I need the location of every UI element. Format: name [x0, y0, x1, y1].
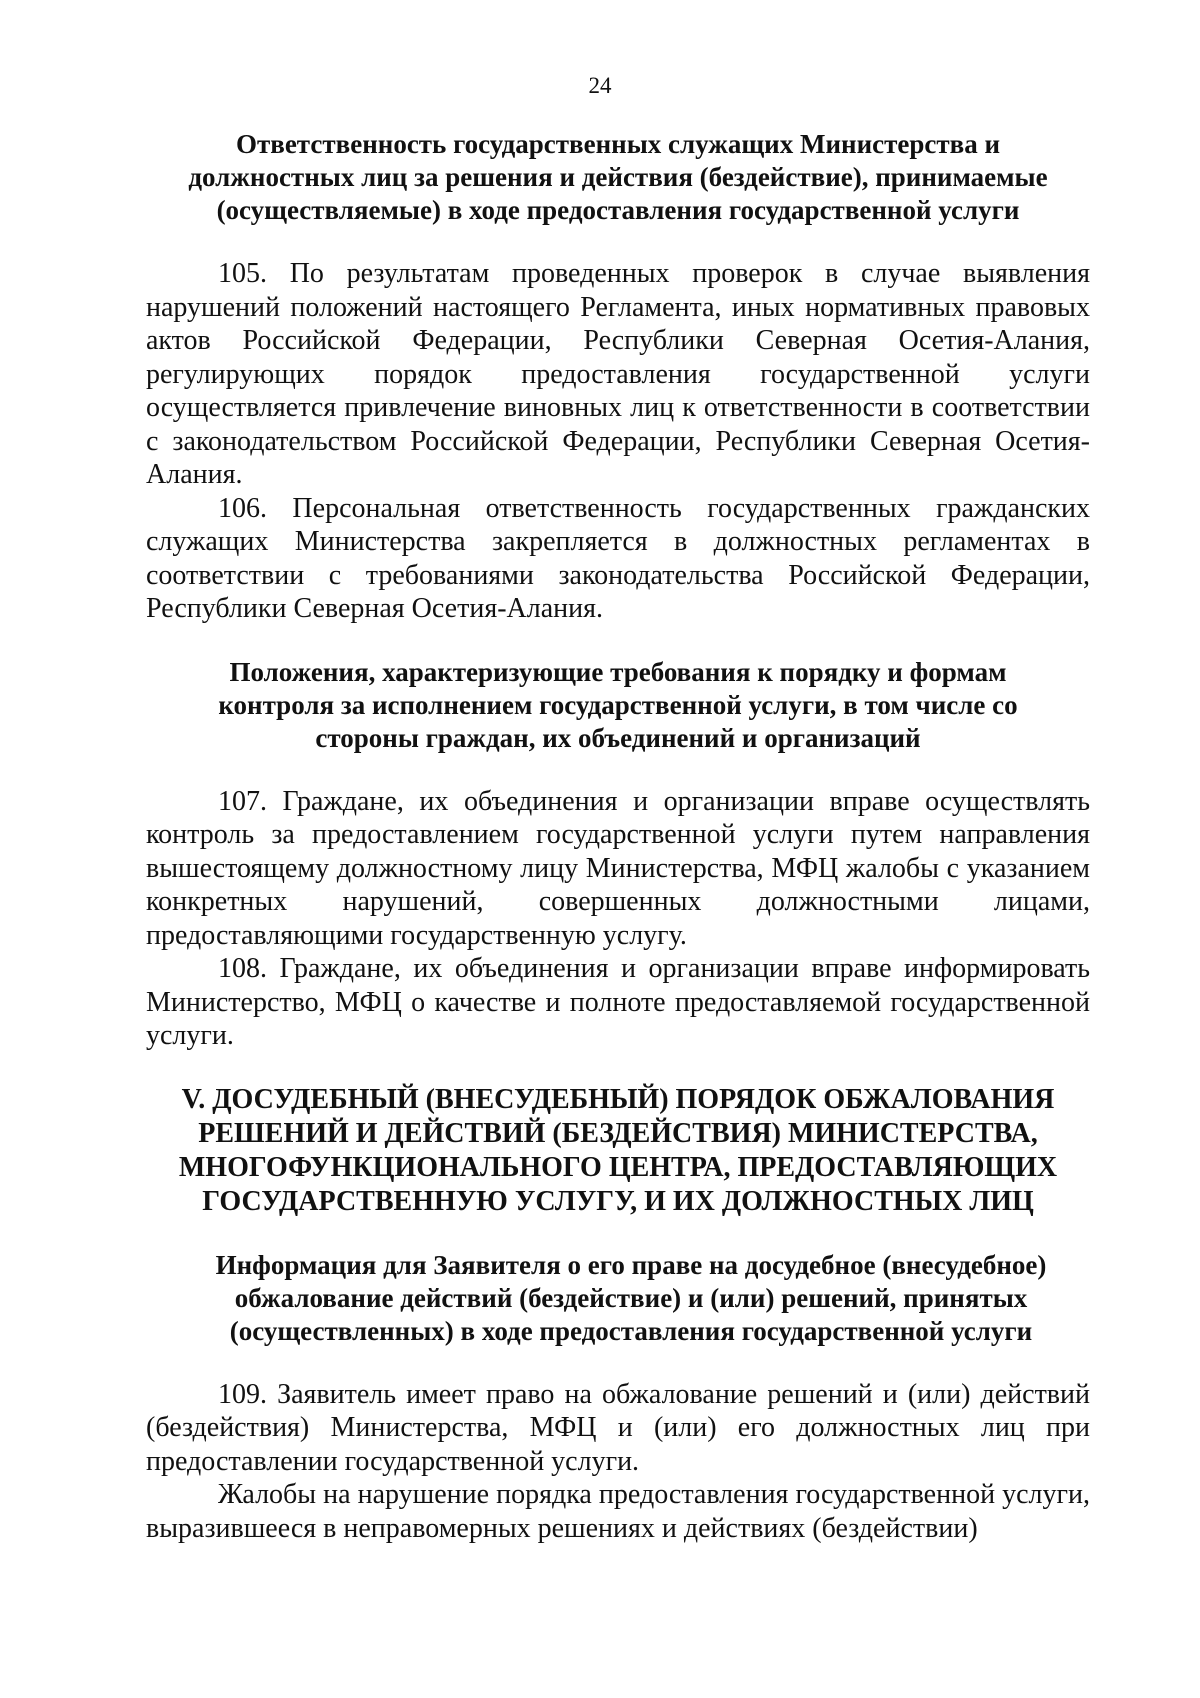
paragraph-106: 106. Персональная ответственность государственных гражданских служащих Министерства закрепляется в должностных регламентах в соответствии с требованиями законодательства Российской Федерации, Республики Северная Осетия-Алания. — [146, 492, 1090, 624]
section-heading-appeal-info: Информация для Заявителя о его праве на досудебное (внесудебное) обжалование действий (бездействие) и (или) решений, принятых (осуществленных) в ходе предоставления государственной услуги — [215, 1249, 1047, 1346]
page-number: 24 — [588, 73, 612, 98]
section-heading-responsibility: Ответственность государственных служащих Министерства и должностных лиц за решения и действия (бездействие), принимаемые (осуществляемые) в ходе предоставления государственной услуги — [188, 129, 1048, 225]
paragraph-108: 108. Граждане, их объединения и организации вправе информировать Министерство, МФЦ о качестве и полноте предоставляемой государственной услуги. — [146, 953, 1090, 1051]
chapter-heading-v: V. ДОСУДЕБНЫЙ (ВНЕСУДЕБНЫЙ) ПОРЯДОК ОБЖАЛОВАНИЯ РЕШЕНИЙ И ДЕЙСТВИЙ (БЕЗДЕЙСТВИЯ) МИНИСТЕРСТВА, МНОГОФУНКЦИОНАЛЬНОГО ЦЕНТРА, ПРЕДОСТАВЛЯЮЩИХ ГОСУДАРСТВЕННУЮ УСЛУГУ, И ИХ ДОЛЖНОСТНЫХ ЛИЦ — [178, 1083, 1058, 1217]
paragraph-109: 109. Заявитель имеет право на обжалование решений и (или) действий (бездействия) Министерства, МФЦ и (или) его должностных лиц при предоставлении государственной услуги. — [146, 1378, 1090, 1477]
paragraph-105: 105. По результатам проведенных проверок в случае выявления нарушений положений настоящего Регламента, иных нормативных правовых актов Российской Федерации, Республики Северная Осетия-Алания, регулирующих порядок предоставления государственной услуги осуществляется привлечение виновных лиц к ответственности в соответствии с законодательством Российской Федерации, Республики Северная Осетия-Алания. — [146, 258, 1090, 490]
page-content — [146, 128, 1090, 1545]
paragraph-107: 107. Граждане, их объединения и организации вправе осуществлять контроль за предоставлением государственной услуги путем направления вышестоящему должностному лицу Министерства, МФЦ жалобы с указанием конкретных нарушений, совершенных должностными лицами, предоставляющими государственную услугу. — [146, 785, 1090, 951]
section-heading-control-requirements: Положения, характеризующие требования к порядку и формам контроля за исполнением государственной услуги, в том числе со стороны граждан, их объединений и организаций — [218, 656, 1018, 753]
paragraph-109-continued: Жалобы на нарушение порядка предоставления государственной услуги, выразившееся в неправомерных решениях и действиях (бездействии) — [146, 1479, 1090, 1544]
